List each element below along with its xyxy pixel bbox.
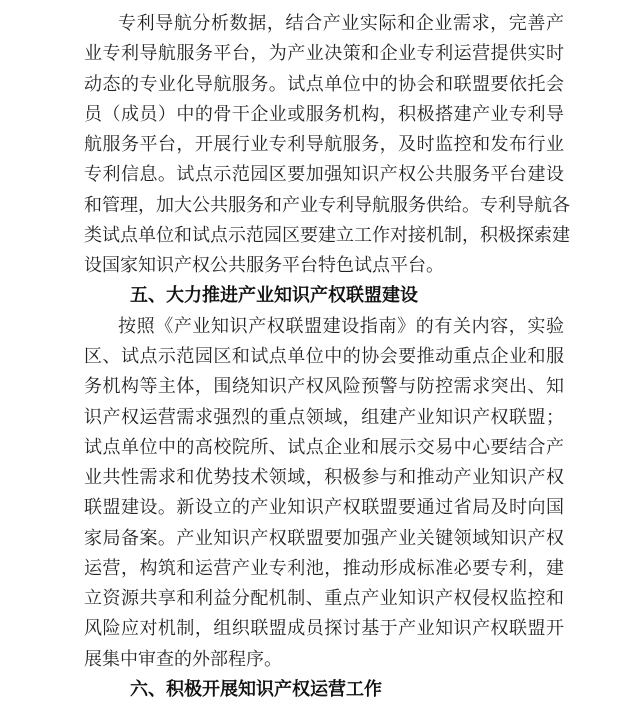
paragraph-line: 家局备案。产业知识产权联盟要加强产业关键领域知识产权 <box>84 528 564 549</box>
paragraph-line: 运营，构筑和运营产业专利池，推动形成标准必要专利，建 <box>84 558 564 579</box>
paragraph-line: 按照《产业知识产权联盟建设指南》的有关内容，实验 <box>118 316 564 337</box>
paragraph-line: 员（成员）中的骨干企业或服务机构，积极搭建产业专利导 <box>84 104 564 125</box>
paragraph-line: 试点单位中的高校院所、试点企业和展示交易中心要结合产 <box>84 437 564 458</box>
paragraph-line: 动态的专业化导航服务。试点单位中的协会和联盟要依托会 <box>84 74 564 95</box>
section-heading-5: 五、大力推进产业知识产权联盟建设 <box>130 285 418 306</box>
paragraph-line: 展集中审查的外部程序。 <box>84 649 282 670</box>
section-heading-6: 六、积极开展知识产权运营工作 <box>130 679 382 700</box>
paragraph-line: 区、试点示范园区和试点单位中的协会要推动重点企业和服 <box>84 346 564 367</box>
paragraph-line: 专利导航分析数据，结合产业实际和企业需求，完善产 <box>118 13 564 34</box>
paragraph-line: 立资源共享和利益分配机制、重点产业知识产权侵权监控和 <box>84 588 564 609</box>
paragraph-line: 风险应对机制，组织联盟成员探讨基于产业知识产权联盟开 <box>84 618 564 639</box>
paragraph-line: 业专利导航服务平台，为产业决策和企业专利运营提供实时 <box>84 43 564 64</box>
paragraph-line: 航服务平台，开展行业专利导航服务，及时监控和发布行业 <box>84 134 564 155</box>
paragraph-line: 设国家知识产权公共服务平台特色试点平台。 <box>84 255 444 276</box>
paragraph-line: 务机构等主体，围绕知识产权风险预警与防控需求突出、知 <box>84 376 564 397</box>
paragraph-line: 专利信息。试点示范园区要加强知识产权公共服务平台建设 <box>84 164 564 185</box>
paragraph-line: 识产权运营需求强烈的重点领域，组建产业知识产权联盟； <box>84 407 564 428</box>
paragraph-line: 和管理，加大公共服务和产业专利导航服务供给。专利导航各 <box>84 195 570 216</box>
paragraph-line: 联盟建设。新设立的产业知识产权联盟要通过省局及时向国 <box>84 497 564 518</box>
paragraph-line: 类试点单位和试点示范园区要建立工作对接机制，积极探索建 <box>84 225 570 246</box>
paragraph-line: 业共性需求和优势技术领域，积极参与和推动产业知识产权 <box>84 467 564 488</box>
